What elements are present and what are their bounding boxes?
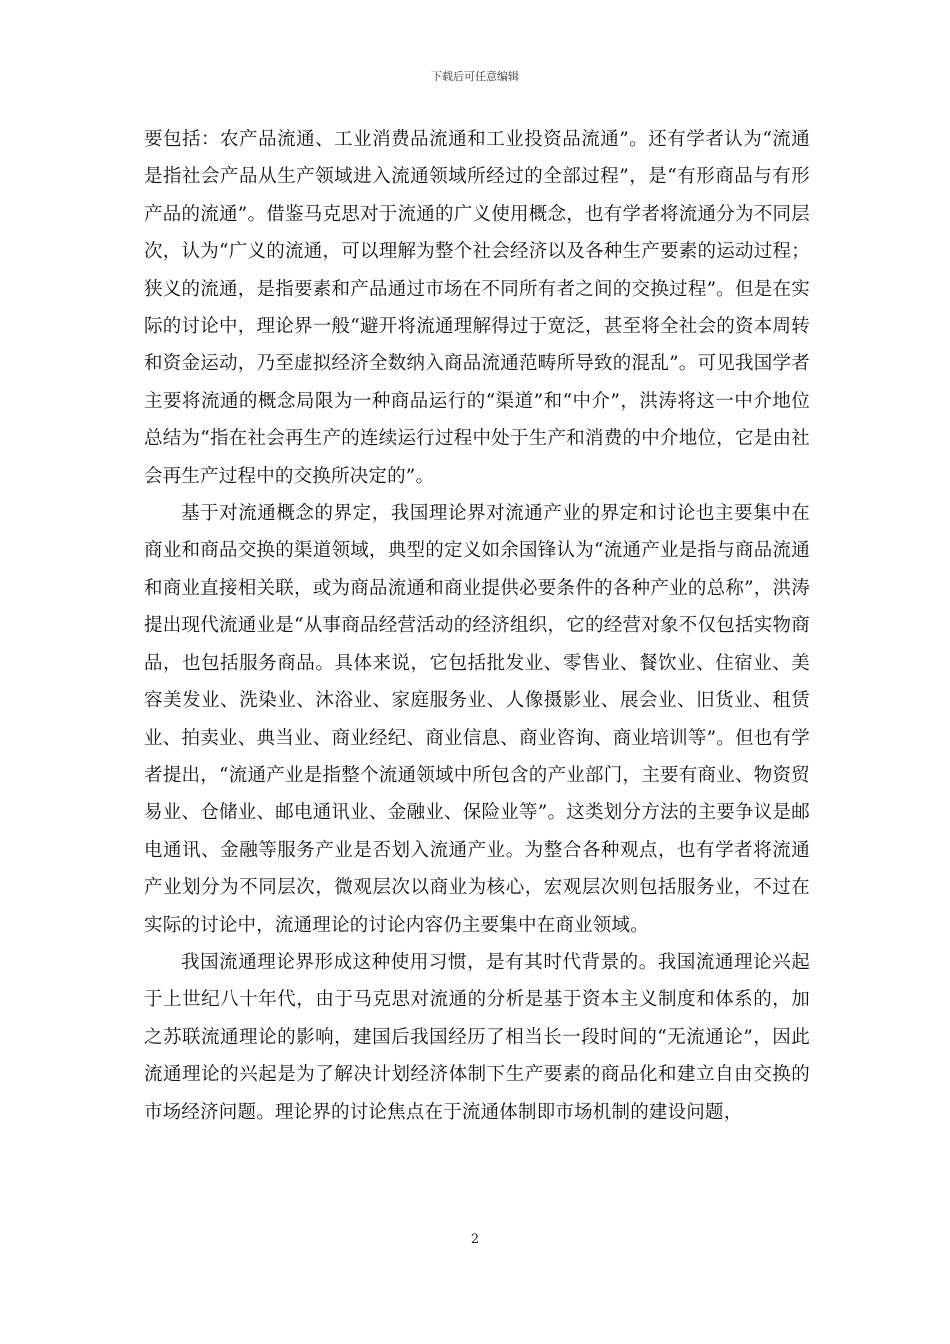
paragraph-1: 要包括：农产品流通、工业消费品流通和工业投资品流通”。还有学者认为“流通是指社会产品从生产领域进入流通领域所经过的全部过程”，是“有形商品与有形产品的流通”。借鉴马克思对于流通的广义使用概念，也有学者将流通分为不同层次，认为“广义的流通，可以理解为整个社会经济以及各种生产要素的运动过程；狭义的流通，是指要素和产品通过市场在不同所有者之间的交换过程”。但是在实际的讨论中，理论界一般“避开将流通理解得过于宽泛，甚至将全社会的资本周转和资金运动，乃至虚拟经济全数纳入商品流通范畴所导致的混乱”。可见我国学者主要将流通的概念局限为一种商品运行的“渠道”和“中介”，洪涛将这一中介地位总结为“指在社会再生产的连续运行过程中处于生产和消费的中介地位，它是由社会再生产过程中的交换所决定的”。 — [144, 129, 810, 487]
paragraph-3: 我国流通理论界形成这种使用习惯，是有其时代背景的。我国流通理论兴起于上世纪八十年代，由于马克思对流通的分析是基于资本主义制度和体系的，加之苏联流通理论的影响，建国后我国经历了相当长一段时间的“无流通论”，因此流通理论的兴起是为了解决计划经济体制下生产要素的商品化和建立自由交换的市场经济问题。理论界的讨论焦点在于流通体制即市场机制的建设问题， — [144, 951, 810, 1123]
paragraph-2: 基于对流通概念的界定，我国理论界对流通产业的界定和讨论也主要集中在商业和商品交换的渠道领域，典型的定义如余国锋认为“流通产业是指与商品流通和商业直接相关联，或为商品流通和商业提供必要条件的各种产业的总称”，洪涛提出现代流通业是“从事商品经营活动的经济组织，它的经营对象不仅包括实物商品，也包括服务商品。具体来说，它包括批发业、零售业、餐饮业、住宿业、美容美发业、洗染业、沐浴业、家庭服务业、人像摄影业、展会业、旧货业、租赁业、拍卖业、典当业、商业经纪、商业信息、商业咨询、商业培训等”。但也有学者提出，“流通产业是指整个流通领域中所包含的产业部门，主要有商业、物资贸易业、仓储业、邮电通讯业、金融业、保险业等”。这类划分方法的主要争议是邮电通讯、金融等服务产业是否划入流通产业。为整合各种观点，也有学者将流通产业划分为不同层次，微观层次以商业为核心，宏观层次则包括服务业，不过在实际的讨论中，流通理论的讨论内容仍主要集中在商业领域。 — [144, 503, 810, 936]
page-header: 下载后可任意编辑 — [431, 70, 519, 83]
document-body — [144, 121, 810, 1131]
page-number: 2 — [470, 1232, 480, 1247]
